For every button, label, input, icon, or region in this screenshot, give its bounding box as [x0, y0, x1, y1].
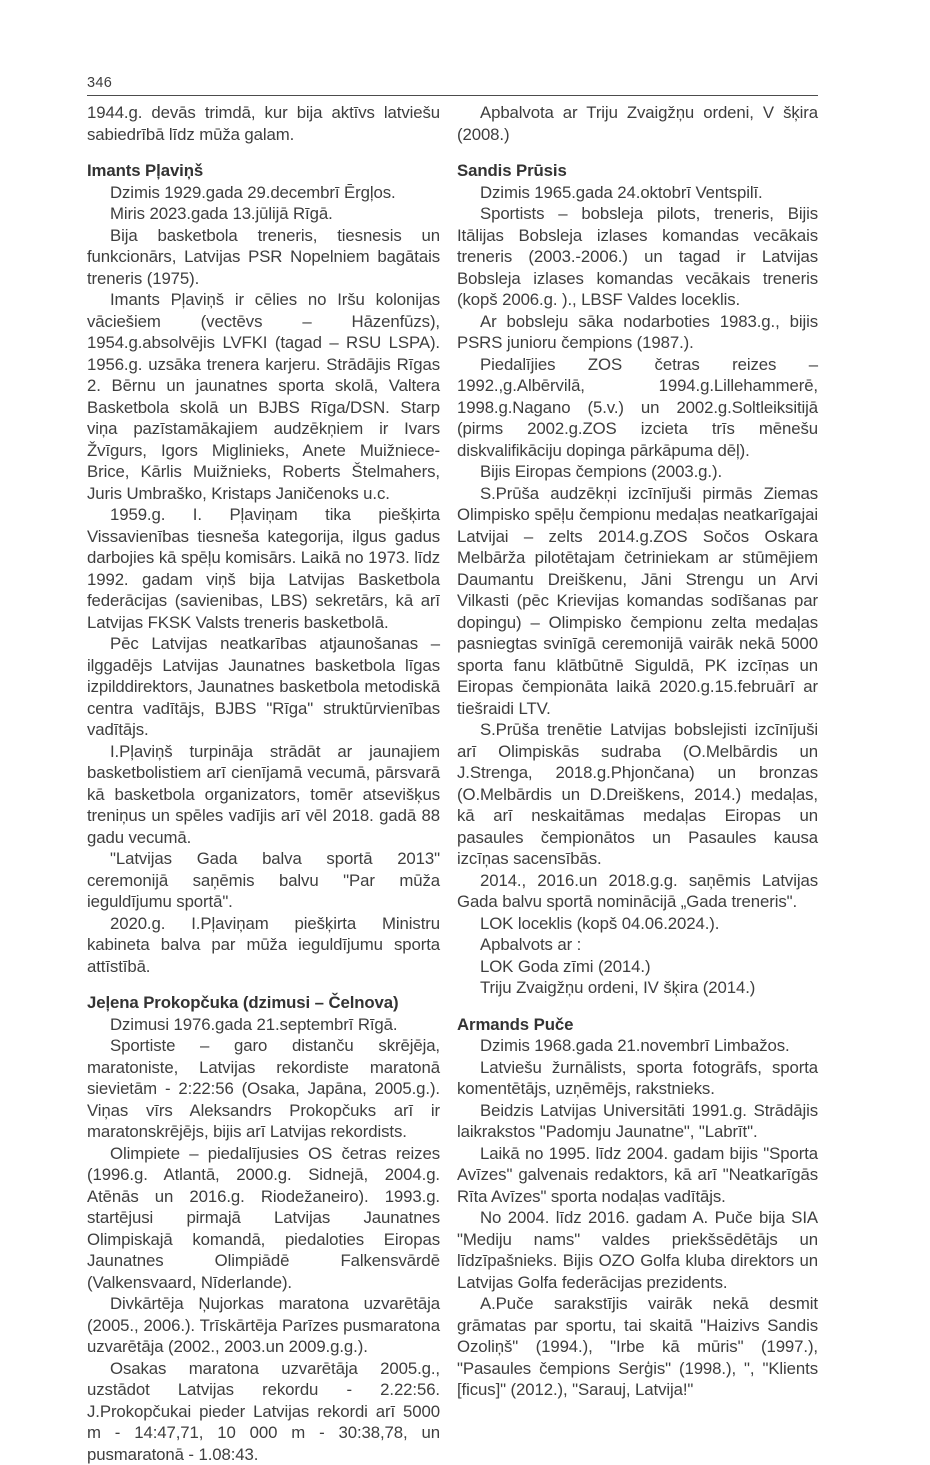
two-column-layout [87, 102, 818, 1465]
body-paragraph: Sportiste – garo distanču skrējēja, maratoniste, Latvijas rekordiste maratonā sievietām - 2:22:56 (Osaka, Japāna, 2005.g.). Viņas vīrs Aleksandrs Prokopčuks arī ir maratonskrējējs, bijis arī Latvijas rekordists. [87, 1035, 440, 1143]
body-paragraph: Dzimis 1929.gada 29.decembrī Ērgļos. [87, 182, 440, 204]
entry-heading: Sandis Prūsis [457, 160, 818, 182]
body-paragraph: LOK Goda zīmi (2014.) [457, 956, 818, 978]
body-paragraph: 2014., 2016.un 2018.g.g. saņēmis Latvijas Gada balvu sportā nominācijā „Gada treneris". [457, 870, 818, 913]
body-paragraph: A.Puče sarakstījis vairāk nekā desmit grāmatas par sportu, tai skaitā "Haizivs Sandis Ozoliņš" (1994.), "Irbe kā mūris" (1997.), "Pasaules čempions Serģis" (1998.), ", "Klients [ficus]" (2012.), "Sarauj, Latvija!" [457, 1293, 818, 1401]
body-paragraph: Piedalījies ZOS četras reizes – 1992.,g.Albērvilā, 1994.g.Lillehammerē, 1998.g.Nagano (5.v.) un 2002.g.Soltleiksitijā (pirms 2002.g.ZOS izcieta trīs mēnešu diskvalifikāciju dopinga pārkāpuma dēļ). [457, 354, 818, 462]
body-paragraph: LOK loceklis (kopš 04.06.2024.). [457, 913, 818, 935]
entry-heading: Armands Puče [457, 1014, 818, 1036]
body-paragraph: Triju Zvaigžņu ordeni, IV šķira (2014.) [457, 977, 818, 999]
header-rule [87, 95, 818, 96]
body-paragraph: 1959.g. I. Pļaviņam tika piešķirta Vissavienības tiesneša kategorija, ilgus gadus darbojies kā spēļu komisārs. Laikā no 1973. līdz 1992. gadam viņš bija Latvijas Basketbola federācijas (savienibas, LBS) sekretārs, kā arī Latvijas FKSK Valsts treneris basketbolā. [87, 504, 440, 633]
entry-heading: Jeļena Prokopčuka (dzimusi – Čelnova) [87, 992, 440, 1014]
left-column [87, 102, 440, 1465]
body-paragraph: Sportists – bobsleja pilots, treneris, Bijis Itālijas Bobsleja izlases komandas vecākais treneris (2003.-2006.) un tagad ir Latvijas Bobsleja izlases komandas vecākais treneris (kopš 2006.g. )., LBSF Valdes loceklis. [457, 203, 818, 311]
body-paragraph: Dzimis 1965.gada 24.oktobrī Ventspilī. [457, 182, 818, 204]
body-paragraph: I.Pļaviņš turpināja strādāt ar jaunajiem basketbolistiem arī cienījamā vecumā, pārsvarā kā basketbola organizators, tomēr atsevišķus treniņus un spēles vadījis arī vēl 2018. gadā 88 gadu vecumā. [87, 741, 440, 849]
body-paragraph: Pēc Latvijas neatkarības atjaunošanas – ilggadējs Latvijas Jaunatnes basketbola līgas izpilddirektors, Jaunatnes basketbola metodiskā centra vadītājs, BJBS "Rīga" struktūrvienības vadītājs. [87, 633, 440, 741]
body-paragraph: Ar bobsleju sāka nodarboties 1983.g., bijis PSRS junioru čempions (1987.). [457, 311, 818, 354]
body-paragraph: Miris 2023.gada 13.jūlijā Rīgā. [87, 203, 440, 225]
body-paragraph: Olimpiete – piedalījusies OS četras reizes (1996.g. Atlantā, 2000.g. Sidnejā, 2004.g. Atēnās un 2016.g. Riodežaneiro). 1993.g. startējusi pirmajā Latvijas Jaunatnes Olimpiskajā komandā, piedaloties Eiropas Jaunatnes Olimpiādē Falkensvārdē (Valkensvaard, Nīderlande). [87, 1143, 440, 1294]
body-paragraph: Bijis Eiropas čempions (2003.g.). [457, 461, 818, 483]
body-paragraph: 1944.g. devās trimdā, kur bija aktīvs latviešu sabiedrībā līdz mūža galam. [87, 102, 440, 145]
body-paragraph: Dzimusi 1976.gada 21.septembrī Rīgā. [87, 1014, 440, 1036]
body-paragraph: Imants Pļaviņš ir cēlies no Iršu kolonijas vāciešiem (vectēvs – Hāzenfūzs), 1954.g.absolvējis LVFKI (tagad – RSU LSPA). 1956.g. uzsāka trenera karjeru. Strādājis Rīgas 2. Bērnu un jaunatnes sporta skolā, Valtera Basketbola skolā un BJBS Rīga/DSN. Starp viņa pazīstamākajiem audzēkņiem ir Ivars Žvīgurs, Igors Miglinieks, Anete Muižniece-Brice, Kārlis Muižnieks, Roberts Štelmahers, Juris Umbraško, Kristaps Janičenoks u.c. [87, 289, 440, 504]
book-page [87, 74, 818, 1465]
entry-heading: Imants Pļaviņš [87, 160, 440, 182]
body-paragraph: No 2004. līdz 2016. gadam A. Puče bija SIA "Mediju nams" valdes priekšsēdētājs un līdzīpašnieks. Bijis OZO Golfa kluba direktors un Latvijas Golfa federācijas prezidents. [457, 1207, 818, 1293]
body-paragraph: Divkārtēja Ņujorkas maratona uzvarētāja (2005., 2006.). Trīskārtēja Parīzes pusmaratona uzvarētāja (2002., 2003.un 2009.g.g.). [87, 1293, 440, 1358]
page-header [87, 74, 818, 96]
body-paragraph: Latviešu žurnālists, sporta fotogrāfs, sporta komentētājs, uzņēmējs, rakstnieks. [457, 1057, 818, 1100]
body-paragraph: "Latvijas Gada balva sportā 2013" ceremonijā saņēmis balvu "Par mūža ieguldījumu sportā". [87, 848, 440, 913]
body-paragraph: Apbalvota ar Triju Zvaigžņu ordeni, V šķira (2008.) [457, 102, 818, 145]
body-paragraph: Laikā no 1995. līdz 2004. gadam bijis "Sporta Avīzes" galvenais redaktors, kā arī "Neatkarīgās Rīta Avīzes" sporta nodaļas vadītājs. [457, 1143, 818, 1208]
body-paragraph: S.Prūša trenētie Latvijas bobslejisti izcīnījuši arī Olimpiskās sudraba (O.Melbārdis un J.Strenga, 2018.g.Phjončana) un bronzas (O.Melbārdis un D.Dreiškens, 2014.) medaļas, kā arī neskaitāmas medaļas Eiropas un pasaules čempionātos un Pasaules kausa izcīņas sacensībās. [457, 719, 818, 870]
right-column [457, 102, 818, 1401]
body-paragraph: Bija basketbola treneris, tiesnesis un funkcionārs, Latvijas PSR Nopelniem bagātais treneris (1975). [87, 225, 440, 290]
body-paragraph: Dzimis 1968.gada 21.novembrī Limbažos. [457, 1035, 818, 1057]
body-paragraph: Beidzis Latvijas Universitāti 1991.g. Strādājis laikrakstos "Padomju Jaunatne", "Labrīt". [457, 1100, 818, 1143]
body-paragraph: S.Prūša audzēkņi izcīnījuši pirmās Ziemas Olimpisko spēļu čempionu medaļas neatkarīgajai Latvijai – zelts 2014.g.ZOS Sočos Oskara Melbārža pilotētajam četriniekam ar stūmējiem Daumantu Dreiškenu, Jāni Strengu un Arvi Vilkasti (pēc Krievijas komandas sodīšanas par dopingu) – Olimpisko čempionu zelta medaļas pasniegtas svinīgā ceremonijā vairāk nekā 5000 sporta fanu klātbūtnē Siguldā, PK izcīņas un Eiropas čempionāta laikā 2020.g.15.februārī ar tiešraidi LTV. [457, 483, 818, 720]
body-paragraph: Apbalvots ar : [457, 934, 818, 956]
body-paragraph: Osakas maratona uzvarētāja 2005.g., uzstādot Latvijas rekordu - 2.22:56. J.Prokopčukai pieder Latvijas rekordi arī 5000 m - 14:47,71, 10 000 m - 30:38,78, un pusmaratonā - 1.08:43. [87, 1358, 440, 1465]
body-paragraph: 2020.g. I.Pļaviņam piešķirta Ministru kabineta balva par mūža ieguldījumu sporta attīstībā. [87, 913, 440, 978]
page-number: 346 [87, 74, 818, 92]
